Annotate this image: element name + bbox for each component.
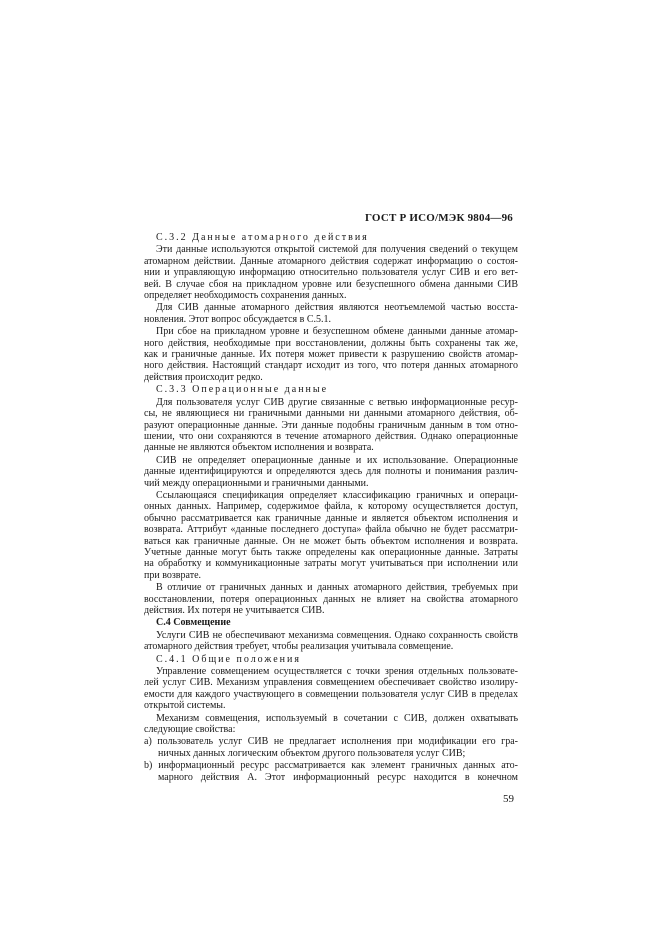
list-item [144,760,518,783]
text-line: действия. Их потеря не учитывается СИВ. [144,605,325,616]
section-heading [144,384,518,395]
text-line: Учетные данные могут быть также определены как операционные данные. Затраты [144,546,518,558]
text-line: определяет необходимость сохранения данных. [144,290,347,302]
text-line: СИВ не определяет операционные данные и их использование. Операционные [156,454,518,466]
text-line: b) информационный ресурс рассматривается как элемент граничных данных ато- [144,760,518,772]
document-body [144,232,518,783]
section-heading [144,617,518,628]
text-line: При сбое на прикладном уровне и безуспешном обмене данными данные атомар- [156,326,518,338]
list-item [144,736,518,759]
text-line: емости для каждого участвующего в совмещении пользователя услуг СИВ в пределах [144,688,518,700]
text-line: ного действия. Настоящий стандарт исходит из того, что потеря данных атомарного [144,360,518,372]
paragraph [144,630,518,653]
page-body [144,232,518,806]
text-line: разуют операционные данные. Эти данные подобны граничным данным в том отно- [144,419,518,431]
text-line: чий между операционными и граничными данными. [144,477,369,489]
text-line: действия происходит редко. [144,371,263,383]
heading-text: С.3.3 Операционные данные [156,384,329,396]
text-line: восстановлении, потеря операционных данных не влияет на свойства атомарного [144,593,518,605]
text-line: нии и управляющую информацию относительно пользователя услуг СИВ и его вет- [144,267,518,279]
text-line: В отличие от граничных данных и данных атомарного действия, требуемых при [156,582,518,594]
text-line: марного действия А. Этот информационный ресурс находится в конечном [158,771,518,783]
paragraph [144,455,518,489]
text-line: при возврате. [144,569,202,581]
text-line: сы, не являющиеся ни граничными данными ни данными атомарного действия, об- [144,408,518,420]
text-line: Ссылающаяся спецификация определяет классификацию граничных и операци- [156,489,518,501]
paragraph [144,326,518,383]
text-line: следующие свойства: [144,724,236,736]
page-number: 59 [503,793,514,806]
text-line: как и граничные данные. Их потеря может привести к разрушению свойств атомар- [144,349,518,361]
text-line: ваться как граничные данные. Он не может быть объектом исполнения и возврата. [144,535,518,547]
text-line: атомарном действии. Данные атомарного действия содержат информацию о состоя- [144,255,518,267]
text-line: возврата. Аттрибут «данные последнего доступа» файла обычно не будет рассматри- [144,524,518,536]
text-line: Механизм совмещения, используемый в сочетании с СИВ, должен охватывать [156,712,518,724]
heading-text: С.4.1 Общие положения [156,653,301,665]
text-line: Для СИВ данные атомарного действия являются неотъемлемой частью восста- [156,302,518,314]
text-line: a) пользователь услуг СИВ не предлагает исполнения при модификации его гра- [144,736,518,748]
text-line: обычно рассматривается как граничные данные и является объектом исполнения и [144,512,518,524]
text-line: новления. Этот вопрос обсуждается в С.5.1. [144,313,332,325]
text-line: ничных данных логическим объектом другого пользователя услуг СИВ; [158,747,466,759]
paragraph [144,244,518,301]
heading-text: С.3.2 Данные атомарного действия [156,232,369,243]
paragraph [144,302,518,325]
text-line: лей услуг СИВ. Механизм управления совмещением обеспечивает свойство изолиру- [144,677,518,689]
text-line: Управление совмещением осуществляется с точки зрения отдельных пользовате- [156,666,518,678]
paragraph [144,713,518,736]
text-line: Для пользователя услуг СИВ другие связанные с ветвью информационные ресур- [156,396,518,408]
text-line: Услуги СИВ не обеспечивают механизма совмещения. Однако сохранность свойств [156,629,518,641]
heading-text: С.4 Совмещение [156,617,231,629]
document-header: ГОСТ Р ИСО/МЭК 9804—96 [365,212,513,224]
text-line: данные идентифицируются и определяются здесь для полноты и понимания различ- [144,466,518,478]
text-line: открытой системы. [144,700,226,712]
text-line: Эти данные используются открытой системой для получения сведений о текущем [156,244,518,256]
section-heading [144,654,518,665]
text-line: атомарного действия требует, чтобы реализация учитывала совмещение. [144,641,454,653]
text-line: ного действия, необходимые при восстановлении, должны быть сохранены так же, [144,337,518,349]
paragraph [144,582,518,616]
text-line: на обработку и коммуникационные затраты могут учитываться при исполнении или [144,558,518,570]
paragraph [144,666,518,712]
paragraph [144,490,518,581]
paragraph [144,397,518,454]
text-line: данные не являются объектом исполнения и возврата. [144,442,374,454]
text-line: вей. В случае сбоя на прикладном уровне или безуспешного обмена данными СИВ [144,278,518,290]
text-line: онных данных. Например, содержимое файла, к которому осуществляется доступ, [144,501,518,513]
section-heading [144,232,518,243]
text-line: шении, что они сохраняются в течение атомарного действия. Однако операционные [144,430,518,442]
